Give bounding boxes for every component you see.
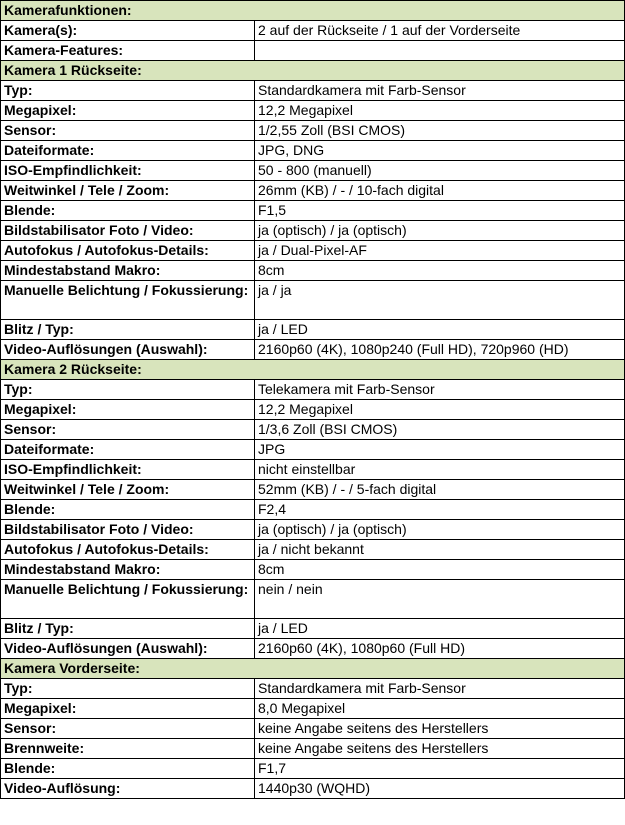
spec-value: 1/3,6 Zoll (BSI CMOS) <box>255 420 625 440</box>
spec-value: 1/2,55 Zoll (BSI CMOS) <box>255 121 625 141</box>
spec-label: Megapixel: <box>1 101 255 121</box>
spec-row <box>1 261 625 281</box>
spec-row <box>1 440 625 460</box>
spec-label: ISO-Empfindlichkeit: <box>1 161 255 181</box>
spec-value: keine Angabe seitens des Herstellers <box>255 719 625 739</box>
section-title: Kamerafunktionen: <box>1 1 625 21</box>
spec-row <box>1 560 625 580</box>
spec-value: keine Angabe seitens des Herstellers <box>255 739 625 759</box>
spec-label: Sensor: <box>1 420 255 440</box>
spec-row <box>1 41 625 61</box>
spec-row <box>1 639 625 659</box>
spec-value: 2160p60 (4K), 1080p240 (Full HD), 720p960 (HD) <box>255 340 625 360</box>
spec-value: JPG, DNG <box>255 141 625 161</box>
spec-row <box>1 580 625 619</box>
spec-label: ISO-Empfindlichkeit: <box>1 460 255 480</box>
spec-value: 1440p30 (WQHD) <box>255 779 625 799</box>
spec-label: Sensor: <box>1 121 255 141</box>
spec-label: Blende: <box>1 201 255 221</box>
spec-value: ja / ja <box>255 281 625 320</box>
spec-value: ja (optisch) / ja (optisch) <box>255 520 625 540</box>
spec-row <box>1 540 625 560</box>
spec-value: Standardkamera mit Farb-Sensor <box>255 679 625 699</box>
spec-value: F1,7 <box>255 759 625 779</box>
spec-label: Sensor: <box>1 719 255 739</box>
spec-value: Telekamera mit Farb-Sensor <box>255 380 625 400</box>
section-header-row <box>1 659 625 679</box>
spec-row <box>1 719 625 739</box>
spec-value: 8cm <box>255 261 625 281</box>
spec-label: Dateiformate: <box>1 440 255 460</box>
section-title: Kamera 2 Rückseite: <box>1 360 625 380</box>
spec-label: Weitwinkel / Tele / Zoom: <box>1 181 255 201</box>
spec-label: Megapixel: <box>1 400 255 420</box>
spec-row <box>1 161 625 181</box>
spec-value: ja / Dual-Pixel-AF <box>255 241 625 261</box>
spec-row <box>1 320 625 340</box>
spec-value: 12,2 Megapixel <box>255 400 625 420</box>
spec-label: Typ: <box>1 380 255 400</box>
spec-row <box>1 420 625 440</box>
spec-label: Weitwinkel / Tele / Zoom: <box>1 480 255 500</box>
spec-label: Video-Auflösungen (Auswahl): <box>1 639 255 659</box>
spec-label: Blitz / Typ: <box>1 320 255 340</box>
spec-row <box>1 141 625 161</box>
spec-label: Blende: <box>1 500 255 520</box>
spec-label: Kamera(s): <box>1 21 255 41</box>
spec-row <box>1 739 625 759</box>
spec-label: Video-Auflösung: <box>1 779 255 799</box>
spec-value: 12,2 Megapixel <box>255 101 625 121</box>
spec-value: F2,4 <box>255 500 625 520</box>
spec-row <box>1 21 625 41</box>
spec-row <box>1 221 625 241</box>
spec-value: 8cm <box>255 560 625 580</box>
spec-value: Standardkamera mit Farb-Sensor <box>255 81 625 101</box>
spec-row <box>1 400 625 420</box>
spec-row <box>1 699 625 719</box>
section-header-row <box>1 1 625 21</box>
spec-value: 2 auf der Rückseite / 1 auf der Vorderseite <box>255 21 625 41</box>
spec-row <box>1 380 625 400</box>
spec-label: Mindestabstand Makro: <box>1 560 255 580</box>
spec-value: JPG <box>255 440 625 460</box>
spec-row <box>1 679 625 699</box>
spec-label: Megapixel: <box>1 699 255 719</box>
spec-label: Dateiformate: <box>1 141 255 161</box>
spec-value: ja / nicht bekannt <box>255 540 625 560</box>
spec-value: nicht einstellbar <box>255 460 625 480</box>
spec-value: F1,5 <box>255 201 625 221</box>
spec-row <box>1 241 625 261</box>
spec-value: 26mm (KB) / - / 10-fach digital <box>255 181 625 201</box>
spec-label: Blende: <box>1 759 255 779</box>
spec-label: Manuelle Belichtung / Fokussierung: <box>1 281 255 320</box>
section-header-row <box>1 360 625 380</box>
spec-label: Bildstabilisator Foto / Video: <box>1 221 255 241</box>
spec-label: Bildstabilisator Foto / Video: <box>1 520 255 540</box>
spec-table-body <box>1 1 625 799</box>
spec-label: Brennweite: <box>1 739 255 759</box>
spec-label: Autofokus / Autofokus-Details: <box>1 241 255 261</box>
spec-row <box>1 520 625 540</box>
spec-row <box>1 121 625 141</box>
spec-label: Typ: <box>1 81 255 101</box>
spec-value: ja / LED <box>255 619 625 639</box>
spec-row <box>1 101 625 121</box>
spec-row <box>1 340 625 360</box>
spec-label: Manuelle Belichtung / Fokussierung: <box>1 580 255 619</box>
section-title: Kamera 1 Rückseite: <box>1 61 625 81</box>
spec-row <box>1 460 625 480</box>
spec-value: ja (optisch) / ja (optisch) <box>255 221 625 241</box>
section-header-row <box>1 61 625 81</box>
spec-row <box>1 181 625 201</box>
spec-row <box>1 281 625 320</box>
spec-row <box>1 201 625 221</box>
spec-row <box>1 759 625 779</box>
spec-label: Kamera-Features: <box>1 41 255 61</box>
spec-value: 2160p60 (4K), 1080p60 (Full HD) <box>255 639 625 659</box>
spec-value: 52mm (KB) / - / 5-fach digital <box>255 480 625 500</box>
spec-value: 8,0 Megapixel <box>255 699 625 719</box>
spec-label: Blitz / Typ: <box>1 619 255 639</box>
section-title: Kamera Vorderseite: <box>1 659 625 679</box>
spec-row <box>1 81 625 101</box>
spec-value: 50 - 800 (manuell) <box>255 161 625 181</box>
spec-label: Autofokus / Autofokus-Details: <box>1 540 255 560</box>
spec-label: Typ: <box>1 679 255 699</box>
spec-value: nein / nein <box>255 580 625 619</box>
spec-label: Mindestabstand Makro: <box>1 261 255 281</box>
spec-row <box>1 480 625 500</box>
spec-row <box>1 500 625 520</box>
spec-value: ja / LED <box>255 320 625 340</box>
spec-label: Video-Auflösungen (Auswahl): <box>1 340 255 360</box>
spec-value <box>255 41 625 61</box>
spec-row <box>1 619 625 639</box>
spec-row <box>1 779 625 799</box>
